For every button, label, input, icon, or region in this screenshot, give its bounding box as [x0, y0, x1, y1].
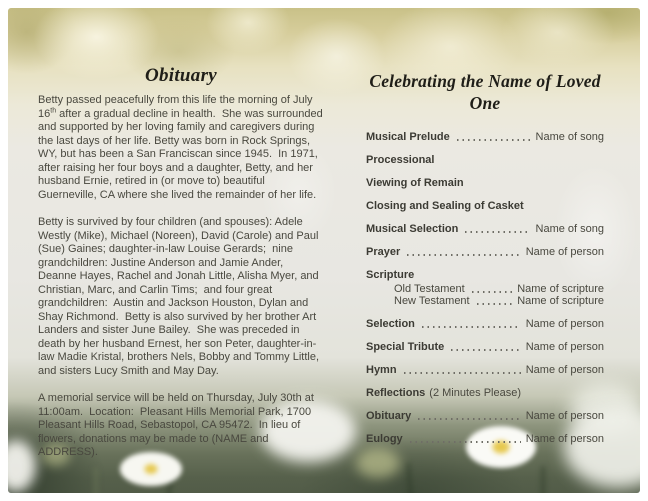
- daisy-field-background: [8, 8, 640, 493]
- dotted-leader: [407, 254, 520, 256]
- program-row: [366, 295, 604, 307]
- obituary-panel: [38, 64, 324, 474]
- program-row: [366, 318, 604, 330]
- program-item-label: Special Tribute: [366, 341, 445, 353]
- program-item-value: Name of person: [525, 410, 604, 422]
- program-item-value: Name of scripture: [517, 283, 604, 295]
- program-item-label: Musical Selection: [366, 223, 459, 235]
- obituary-heading: Obituary: [144, 65, 218, 86]
- dotted-leader: [404, 372, 521, 374]
- obituary-paragraph-2: Betty is survived by four children (and spouses): Adele Westly (Mike), Michael (Noreen), David (Carole) and Paul (Sue) Gaines; daughter-in-law Louise Gerards; nine grandchildren: Justine Anderson and Jamie Ander, Deanne Hayes, Rachel and Jonah Little, Alisha Myer, and Christian, Marc, and Carlin Tims; and four great grandchildren: Austin and Jackson Houston, Dylan and Shay Richmond. Betty is also survived by her brother Art Landers and sister June Bailey. She was preceded in death by her husband Ernest, her son Peter, daughter-in-law Madie Kristal, brothers Nels, Bobby and Tommy Little, and sisters Lucy Smith and May Day.: [38, 216, 323, 377]
- dotted-leader: [451, 349, 520, 351]
- program-item-label: Obituary: [366, 410, 412, 422]
- dotted-leader: [472, 291, 512, 293]
- dotted-leader: [465, 231, 530, 233]
- program-row: [366, 246, 604, 258]
- program-item-value: Name of scripture: [517, 295, 604, 307]
- program-item-label: Processional: [366, 154, 435, 166]
- service-heading: Celebrating the Name of Loved One: [369, 71, 601, 113]
- obituary-paragraph-1: [38, 94, 324, 202]
- program-item-label: New Testament: [394, 295, 470, 307]
- order-of-service-panel: [366, 70, 604, 456]
- program-row: [366, 283, 604, 295]
- program-item-value: Name of song: [535, 131, 604, 143]
- program-item-value: Name of person: [525, 318, 604, 330]
- program-item-value: Name of song: [535, 223, 604, 235]
- program-item-note: (2 Minutes Please): [429, 387, 522, 399]
- program-row: [366, 223, 604, 235]
- obituary-p1-text-cont: after a gradual decline in health. She was surrounded and supported by her loving family and caregivers during the last days of her life. Betty was born in Rock Springs, WY, but has been a San Franciscan since 1945. In 1971, after raising her four boys and a daughter, Betty, and her husband Ernie, retired in (or move to) beautiful Guerneville, CA where she lived the remainder of her life.: [38, 107, 326, 201]
- program-row: [366, 131, 604, 143]
- program-item-value: Name of person: [525, 341, 604, 353]
- program-row: [366, 410, 604, 422]
- program-item-label: Closing and Sealing of Casket: [366, 200, 524, 212]
- program-row: [366, 341, 604, 353]
- program-item-value: Name of person: [525, 246, 604, 258]
- program-item-value: Name of person: [525, 433, 604, 445]
- ordinal-suffix: th: [50, 106, 57, 114]
- program-row: [366, 269, 604, 281]
- program-item-label: Eulogy: [366, 433, 403, 445]
- dotted-leader: [422, 326, 521, 328]
- dotted-leader: [418, 418, 521, 420]
- dotted-leader: [477, 303, 513, 305]
- program-row: [366, 200, 604, 212]
- program-item-label: Viewing of Remain: [366, 177, 464, 189]
- program-item-label: Selection: [366, 318, 415, 330]
- program-item-label: Prayer: [366, 246, 401, 258]
- program-item-label: Old Testament: [394, 283, 465, 295]
- program-item-label: Hymn: [366, 364, 397, 376]
- dotted-leader: [410, 441, 521, 443]
- program-item-value: Name of person: [525, 364, 604, 376]
- program-row: [366, 154, 604, 166]
- dotted-leader: [457, 139, 531, 141]
- program-item-label: Musical Prelude: [366, 131, 450, 143]
- program-row: [366, 433, 604, 445]
- obituary-p1-text: Betty passed peacefully from this life the morning of July 16: [38, 94, 316, 120]
- program-row: [366, 364, 604, 376]
- program-rows: [366, 131, 604, 445]
- obituary-paragraph-3: A memorial service will be held on Thursday, July 30th at 11:00am. Location: Pleasant Hills Memorial Park, 1700 Pleasant Hills Road, Sebastopol, CA 95472. In lieu of flowers, donations may be made to (NAME and ADDRESS).: [38, 392, 318, 458]
- program-item-label: Scripture: [366, 269, 415, 281]
- program-content: [8, 8, 640, 493]
- program-row: [366, 387, 604, 399]
- program-row: [366, 177, 604, 189]
- program-item-label: Reflections: [366, 387, 426, 399]
